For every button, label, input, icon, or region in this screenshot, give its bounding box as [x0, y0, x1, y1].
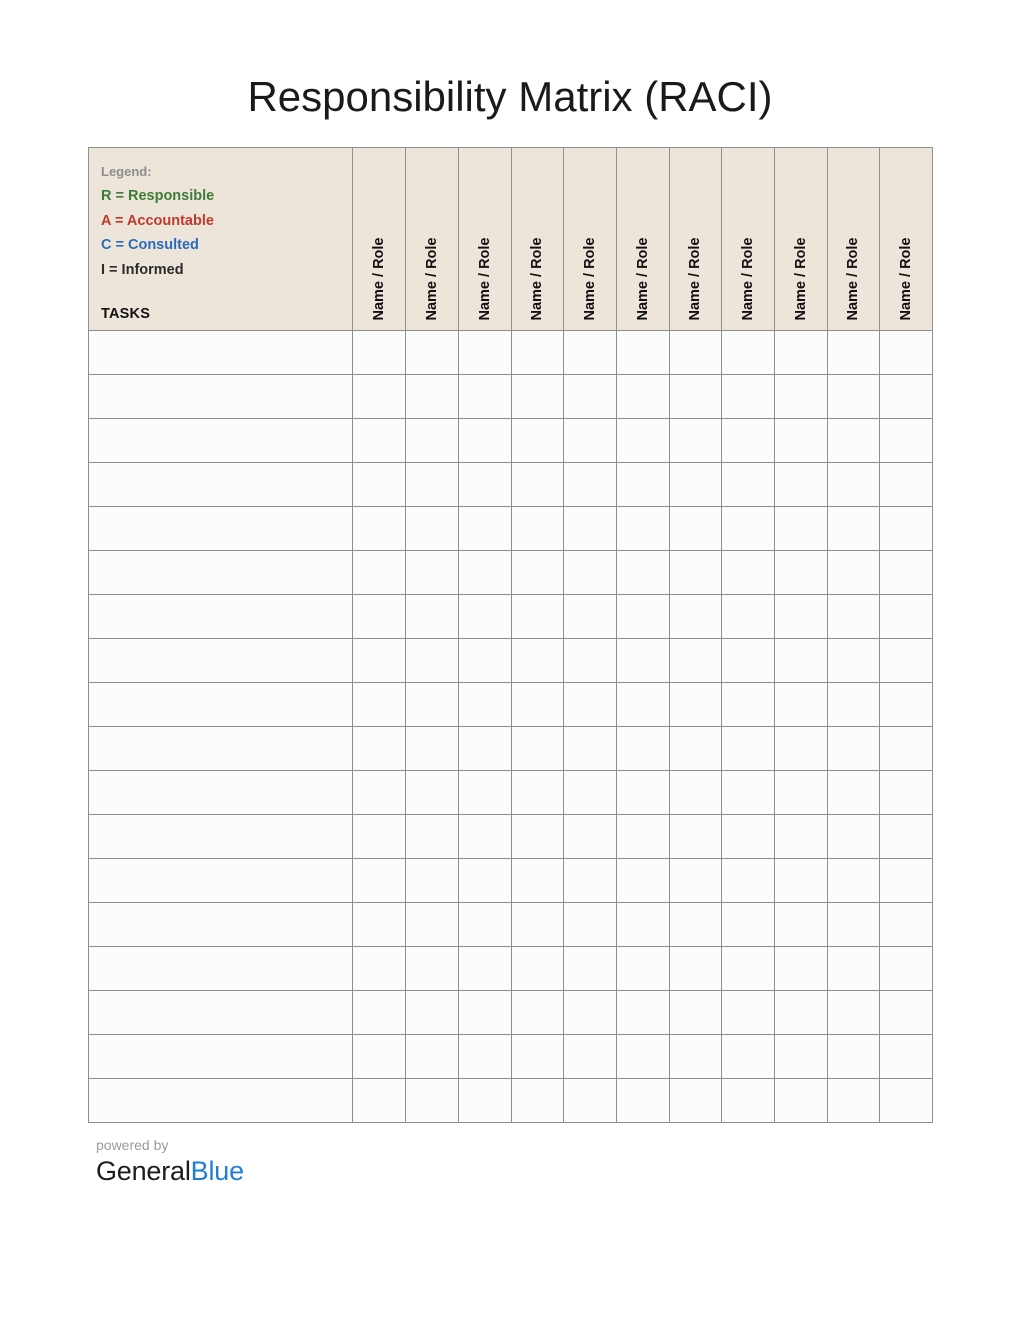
role-column-header-4[interactable]: [511, 148, 564, 331]
raci-table: [88, 147, 933, 1123]
role-column-header-3[interactable]: [458, 148, 511, 331]
role-column-header-6[interactable]: [616, 148, 669, 331]
raci-mark-cell[interactable]: [722, 991, 775, 1035]
raci-mark-cell[interactable]: [564, 771, 617, 815]
table-row: [89, 375, 933, 419]
raci-mark-cell[interactable]: [722, 419, 775, 463]
raci-mark-cell[interactable]: [406, 991, 459, 1035]
raci-mark-cell[interactable]: [353, 551, 406, 595]
raci-mark-cell[interactable]: [774, 507, 827, 551]
raci-mark-cell[interactable]: [722, 771, 775, 815]
raci-mark-cell[interactable]: [827, 639, 880, 683]
raci-mark-cell[interactable]: [827, 463, 880, 507]
raci-mark-cell[interactable]: [827, 903, 880, 947]
raci-mark-cell[interactable]: [564, 551, 617, 595]
raci-mark-cell[interactable]: [616, 1035, 669, 1079]
raci-mark-cell[interactable]: [616, 507, 669, 551]
table-row: [89, 419, 933, 463]
raci-mark-cell[interactable]: [880, 947, 933, 991]
raci-mark-cell[interactable]: [511, 991, 564, 1035]
raci-mark-cell[interactable]: [880, 903, 933, 947]
raci-mark-cell[interactable]: [722, 815, 775, 859]
raci-mark-cell[interactable]: [669, 419, 722, 463]
table-row: [89, 727, 933, 771]
task-name-cell[interactable]: [89, 815, 353, 859]
raci-mark-cell[interactable]: [774, 639, 827, 683]
raci-mark-cell[interactable]: [511, 1079, 564, 1123]
raci-mark-cell[interactable]: [458, 375, 511, 419]
raci-mark-cell[interactable]: [564, 331, 617, 375]
task-name-cell[interactable]: [89, 903, 353, 947]
raci-mark-cell[interactable]: [774, 727, 827, 771]
raci-mark-cell[interactable]: [458, 771, 511, 815]
raci-mark-cell[interactable]: [774, 1079, 827, 1123]
raci-mark-cell[interactable]: [722, 463, 775, 507]
raci-mark-cell[interactable]: [827, 507, 880, 551]
raci-mark-cell[interactable]: [511, 551, 564, 595]
raci-mark-cell[interactable]: [774, 903, 827, 947]
raci-mark-cell[interactable]: [616, 639, 669, 683]
raci-mark-cell[interactable]: [827, 1079, 880, 1123]
raci-mark-cell[interactable]: [774, 595, 827, 639]
task-name-cell[interactable]: [89, 683, 353, 727]
table-row: [89, 507, 933, 551]
raci-mark-cell[interactable]: [774, 859, 827, 903]
raci-mark-cell[interactable]: [669, 463, 722, 507]
raci-mark-cell[interactable]: [406, 551, 459, 595]
raci-mark-cell[interactable]: [616, 463, 669, 507]
raci-mark-cell[interactable]: [406, 331, 459, 375]
legend-item-informed: I = Informed: [101, 261, 184, 278]
raci-mark-cell[interactable]: [511, 463, 564, 507]
raci-mark-cell[interactable]: [458, 463, 511, 507]
raci-mark-cell[interactable]: [406, 375, 459, 419]
role-column-header-label: Name / Role: [634, 237, 651, 320]
raci-mark-cell[interactable]: [511, 903, 564, 947]
raci-mark-cell[interactable]: [880, 991, 933, 1035]
tasks-column-header: TASKS: [101, 306, 151, 322]
raci-mark-cell[interactable]: [774, 551, 827, 595]
raci-mark-cell[interactable]: [458, 331, 511, 375]
raci-mark-cell[interactable]: [564, 463, 617, 507]
raci-mark-cell[interactable]: [669, 551, 722, 595]
raci-mark-cell[interactable]: [511, 639, 564, 683]
raci-mark-cell[interactable]: [880, 1035, 933, 1079]
raci-mark-cell[interactable]: [774, 419, 827, 463]
raci-mark-cell[interactable]: [827, 551, 880, 595]
raci-mark-cell[interactable]: [669, 507, 722, 551]
raci-mark-cell[interactable]: [722, 903, 775, 947]
raci-mark-cell[interactable]: [616, 991, 669, 1035]
raci-mark-cell[interactable]: [458, 727, 511, 771]
role-column-header-5[interactable]: [564, 148, 617, 331]
role-column-header-label: Name / Role: [897, 237, 914, 320]
role-column-header-11[interactable]: [880, 148, 933, 331]
raci-mark-cell[interactable]: [774, 991, 827, 1035]
raci-mark-cell[interactable]: [458, 419, 511, 463]
raci-mark-cell[interactable]: [669, 1079, 722, 1123]
raci-mark-cell[interactable]: [564, 859, 617, 903]
raci-mark-cell[interactable]: [722, 639, 775, 683]
raci-mark-cell[interactable]: [880, 507, 933, 551]
raci-mark-cell[interactable]: [353, 595, 406, 639]
raci-mark-cell[interactable]: [616, 947, 669, 991]
raci-mark-cell[interactable]: [722, 683, 775, 727]
task-name-cell[interactable]: [89, 1035, 353, 1079]
raci-mark-cell[interactable]: [616, 375, 669, 419]
raci-mark-cell[interactable]: [564, 683, 617, 727]
raci-mark-cell[interactable]: [827, 1035, 880, 1079]
raci-mark-cell[interactable]: [564, 1035, 617, 1079]
raci-mark-cell[interactable]: [353, 463, 406, 507]
task-name-cell[interactable]: [89, 947, 353, 991]
raci-mark-cell[interactable]: [827, 375, 880, 419]
raci-mark-cell[interactable]: [353, 1035, 406, 1079]
role-column-header-7[interactable]: [669, 148, 722, 331]
raci-mark-cell[interactable]: [564, 375, 617, 419]
legend-item-responsible: R = Responsible: [101, 188, 215, 204]
raci-mark-cell[interactable]: [353, 507, 406, 551]
raci-mark-cell[interactable]: [880, 1079, 933, 1123]
raci-mark-cell[interactable]: [827, 947, 880, 991]
role-column-header-8[interactable]: [722, 148, 775, 331]
raci-mark-cell[interactable]: [880, 683, 933, 727]
raci-mark-cell[interactable]: [511, 1035, 564, 1079]
raci-mark-cell[interactable]: [511, 771, 564, 815]
raci-mark-cell[interactable]: [722, 947, 775, 991]
raci-mark-cell[interactable]: [722, 331, 775, 375]
task-name-cell[interactable]: [89, 991, 353, 1035]
legend-item-accountable: A = Accountable: [101, 212, 214, 229]
raci-mark-cell[interactable]: [774, 331, 827, 375]
raci-mark-cell[interactable]: [458, 903, 511, 947]
raci-mark-cell[interactable]: [458, 683, 511, 727]
raci-mark-cell[interactable]: [406, 947, 459, 991]
raci-mark-cell[interactable]: [353, 419, 406, 463]
raci-mark-cell[interactable]: [880, 375, 933, 419]
task-name-cell[interactable]: [89, 507, 353, 551]
raci-mark-cell[interactable]: [406, 815, 459, 859]
raci-mark-cell[interactable]: [511, 419, 564, 463]
role-column-header-label: Name / Role: [581, 237, 598, 320]
table-row: [89, 551, 933, 595]
brand-footer: [96, 1136, 456, 1188]
raci-mark-cell[interactable]: [669, 683, 722, 727]
raci-mark-cell[interactable]: [669, 727, 722, 771]
table-row: [89, 771, 933, 815]
raci-mark-cell[interactable]: [774, 947, 827, 991]
raci-mark-cell[interactable]: [669, 903, 722, 947]
raci-mark-cell[interactable]: [353, 947, 406, 991]
raci-mark-cell[interactable]: [827, 727, 880, 771]
raci-mark-cell[interactable]: [774, 815, 827, 859]
raci-mark-cell[interactable]: [616, 551, 669, 595]
raci-mark-cell[interactable]: [880, 595, 933, 639]
raci-mark-cell[interactable]: [511, 595, 564, 639]
raci-mark-cell[interactable]: [458, 551, 511, 595]
raci-mark-cell[interactable]: [406, 727, 459, 771]
legend-panel: [89, 148, 353, 331]
raci-mark-cell[interactable]: [722, 1035, 775, 1079]
raci-mark-cell[interactable]: [827, 331, 880, 375]
raci-mark-cell[interactable]: [458, 815, 511, 859]
raci-mark-cell[interactable]: [511, 859, 564, 903]
raci-mark-cell[interactable]: [774, 1035, 827, 1079]
raci-mark-cell[interactable]: [406, 1079, 459, 1123]
role-column-header-9[interactable]: [774, 148, 827, 331]
raci-mark-cell[interactable]: [458, 595, 511, 639]
role-column-header-2[interactable]: [406, 148, 459, 331]
role-column-header-label: Name / Role: [371, 237, 388, 320]
raci-mark-cell[interactable]: [722, 507, 775, 551]
raci-mark-cell[interactable]: [616, 815, 669, 859]
role-column-header-label: Name / Role: [529, 237, 546, 320]
task-name-cell[interactable]: [89, 551, 353, 595]
raci-mark-cell[interactable]: [564, 903, 617, 947]
role-column-header-1[interactable]: [353, 148, 406, 331]
raci-mark-cell[interactable]: [827, 771, 880, 815]
role-column-header-label: Name / Role: [845, 237, 862, 320]
legend-item-consulted: C = Consulted: [101, 237, 199, 253]
role-column-header-label: Name / Role: [792, 237, 809, 320]
raci-mark-cell[interactable]: [669, 595, 722, 639]
role-column-header-label: Name / Role: [476, 237, 493, 320]
raci-mark-cell[interactable]: [353, 991, 406, 1035]
raci-mark-cell[interactable]: [353, 859, 406, 903]
raci-mark-cell[interactable]: [827, 815, 880, 859]
raci-mark-cell[interactable]: [353, 727, 406, 771]
raci-mark-cell[interactable]: [511, 331, 564, 375]
raci-mark-cell[interactable]: [669, 1035, 722, 1079]
raci-mark-cell[interactable]: [880, 771, 933, 815]
raci-mark-cell[interactable]: [353, 1079, 406, 1123]
raci-mark-cell[interactable]: [722, 375, 775, 419]
page-title: Responsibility Matrix (RACI): [247, 73, 773, 120]
raci-mark-cell[interactable]: [406, 903, 459, 947]
raci-mark-cell[interactable]: [722, 859, 775, 903]
raci-mark-cell[interactable]: [722, 1079, 775, 1123]
table-row: [89, 1035, 933, 1079]
raci-mark-cell[interactable]: [511, 375, 564, 419]
raci-mark-cell[interactable]: [406, 1035, 459, 1079]
raci-mark-cell[interactable]: [458, 859, 511, 903]
raci-mark-cell[interactable]: [616, 1079, 669, 1123]
raci-mark-cell[interactable]: [669, 947, 722, 991]
raci-mark-cell[interactable]: [827, 683, 880, 727]
powered-by-label: powered by: [96, 1137, 169, 1153]
raci-mark-cell[interactable]: [458, 639, 511, 683]
raci-mark-cell[interactable]: [616, 903, 669, 947]
raci-mark-cell[interactable]: [458, 507, 511, 551]
task-name-cell[interactable]: [89, 375, 353, 419]
raci-mark-cell[interactable]: [353, 771, 406, 815]
raci-mark-cell[interactable]: [616, 683, 669, 727]
raci-mark-cell[interactable]: [564, 727, 617, 771]
table-row: [89, 683, 933, 727]
task-name-cell[interactable]: [89, 859, 353, 903]
task-name-cell[interactable]: [89, 639, 353, 683]
raci-mark-cell[interactable]: [511, 727, 564, 771]
raci-mark-cell[interactable]: [669, 771, 722, 815]
table-row: [89, 331, 933, 375]
raci-mark-cell[interactable]: [353, 683, 406, 727]
task-name-cell[interactable]: [89, 727, 353, 771]
table-row: [89, 463, 933, 507]
raci-mark-cell[interactable]: [458, 991, 511, 1035]
raci-mark-cell[interactable]: [880, 815, 933, 859]
table-row: [89, 859, 933, 903]
raci-mark-cell[interactable]: [458, 1035, 511, 1079]
raci-mark-cell[interactable]: [511, 507, 564, 551]
raci-mark-cell[interactable]: [406, 683, 459, 727]
raci-mark-cell[interactable]: [564, 639, 617, 683]
raci-mark-cell[interactable]: [669, 331, 722, 375]
raci-mark-cell[interactable]: [774, 683, 827, 727]
raci-mark-cell[interactable]: [827, 419, 880, 463]
raci-mark-cell[interactable]: [353, 375, 406, 419]
raci-mark-cell[interactable]: [827, 595, 880, 639]
table-row: [89, 595, 933, 639]
raci-mark-cell[interactable]: [406, 859, 459, 903]
header-row: [89, 148, 933, 331]
raci-mark-cell[interactable]: [458, 947, 511, 991]
responsibility-matrix: [88, 147, 933, 1123]
raci-mark-cell[interactable]: [564, 947, 617, 991]
raci-mark-cell[interactable]: [616, 771, 669, 815]
raci-mark-cell[interactable]: [511, 683, 564, 727]
raci-mark-cell[interactable]: [880, 727, 933, 771]
brand-logo: [96, 1154, 456, 1188]
raci-mark-cell[interactable]: [406, 595, 459, 639]
raci-mark-cell[interactable]: [406, 639, 459, 683]
raci-mark-cell[interactable]: [564, 815, 617, 859]
table-body: [89, 331, 933, 1123]
raci-mark-cell[interactable]: [564, 419, 617, 463]
raci-mark-cell[interactable]: [564, 991, 617, 1035]
raci-mark-cell[interactable]: [564, 595, 617, 639]
task-name-cell[interactable]: [89, 1079, 353, 1123]
raci-mark-cell[interactable]: [722, 595, 775, 639]
task-name-cell[interactable]: [89, 595, 353, 639]
raci-mark-cell[interactable]: [406, 771, 459, 815]
role-column-header-label: Name / Role: [687, 237, 704, 320]
raci-mark-cell[interactable]: [458, 1079, 511, 1123]
raci-mark-cell[interactable]: [616, 331, 669, 375]
table-row: [89, 903, 933, 947]
raci-mark-cell[interactable]: [722, 727, 775, 771]
brand-logo-general: General: [96, 1156, 191, 1186]
raci-mark-cell[interactable]: [669, 375, 722, 419]
raci-mark-cell[interactable]: [353, 815, 406, 859]
raci-mark-cell[interactable]: [880, 419, 933, 463]
raci-mark-cell[interactable]: [669, 991, 722, 1035]
raci-mark-cell[interactable]: [511, 947, 564, 991]
raci-mark-cell[interactable]: [406, 419, 459, 463]
raci-mark-cell[interactable]: [616, 859, 669, 903]
task-name-cell[interactable]: [89, 463, 353, 507]
raci-mark-cell[interactable]: [406, 507, 459, 551]
table-row: [89, 1079, 933, 1123]
raci-mark-cell[interactable]: [880, 859, 933, 903]
table-row: [89, 639, 933, 683]
raci-mark-cell[interactable]: [669, 639, 722, 683]
raci-mark-cell[interactable]: [406, 463, 459, 507]
task-name-cell[interactable]: [89, 771, 353, 815]
table-row: [89, 947, 933, 991]
table-row: [89, 991, 933, 1035]
raci-mark-cell[interactable]: [353, 639, 406, 683]
raci-mark-cell[interactable]: [722, 551, 775, 595]
raci-mark-cell[interactable]: [827, 859, 880, 903]
role-column-header-10[interactable]: [827, 148, 880, 331]
role-column-header-label: Name / Role: [423, 237, 440, 320]
table-row: [89, 815, 933, 859]
raci-mark-cell[interactable]: [880, 551, 933, 595]
role-column-header-label: Name / Role: [739, 237, 756, 320]
raci-mark-cell[interactable]: [880, 463, 933, 507]
raci-mark-cell[interactable]: [511, 815, 564, 859]
raci-mark-cell[interactable]: [616, 595, 669, 639]
raci-mark-cell[interactable]: [774, 463, 827, 507]
legend-heading: Legend:: [101, 164, 152, 179]
brand-logo-blue: Blue: [190, 1156, 244, 1186]
raci-mark-cell[interactable]: [880, 639, 933, 683]
raci-mark-cell[interactable]: [564, 1079, 617, 1123]
raci-mark-cell[interactable]: [774, 771, 827, 815]
raci-mark-cell[interactable]: [774, 375, 827, 419]
raci-mark-cell[interactable]: [616, 419, 669, 463]
raci-mark-cell[interactable]: [827, 991, 880, 1035]
raci-mark-cell[interactable]: [880, 331, 933, 375]
raci-mark-cell[interactable]: [353, 331, 406, 375]
raci-mark-cell[interactable]: [669, 815, 722, 859]
task-name-cell[interactable]: [89, 331, 353, 375]
raci-mark-cell[interactable]: [353, 903, 406, 947]
table-head: [89, 148, 933, 331]
raci-mark-cell[interactable]: [669, 859, 722, 903]
raci-mark-cell[interactable]: [616, 727, 669, 771]
raci-mark-cell[interactable]: [564, 507, 617, 551]
task-name-cell[interactable]: [89, 419, 353, 463]
